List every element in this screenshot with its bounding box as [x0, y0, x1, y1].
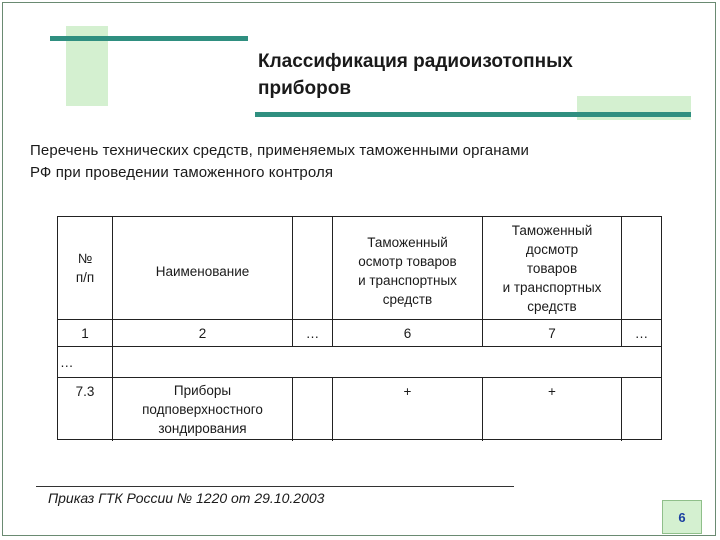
index-name: 2: [198, 325, 207, 341]
decor-teal-line-bottom: [255, 112, 691, 117]
header-name: [113, 217, 292, 319]
index-gap: …: [305, 325, 320, 341]
row-name: [113, 378, 292, 441]
header-col6-line: и транспортных: [358, 273, 457, 288]
header-col7: [483, 217, 621, 319]
header-col6: [333, 217, 482, 319]
header-col6-line: осмотр товаров: [358, 254, 457, 269]
row-col6: +: [403, 384, 412, 399]
header-num-line: №: [77, 251, 93, 266]
row-name-line: зондирования: [158, 421, 247, 436]
index-col6: 6: [403, 325, 412, 341]
intro-line1: Перечень технических средств, применяемых таможенными органами: [30, 142, 529, 159]
header-col7-line: товаров: [526, 260, 578, 276]
page-number: 6: [662, 500, 702, 534]
header-col7-line: и транспортных: [502, 279, 602, 295]
col-divider: [621, 377, 622, 441]
row-col7: +: [548, 384, 556, 399]
index-col7: 7: [548, 325, 556, 341]
intro-line2: РФ при проведении таможенного контроля: [30, 164, 334, 181]
ellipsis-row: …: [60, 354, 74, 370]
footnote: Приказ ГТК России № 1220 от 29.10.2003: [48, 490, 325, 506]
row-divider: [58, 346, 661, 347]
row-num: 7.3: [75, 384, 95, 399]
footnote-divider: [36, 486, 514, 487]
header-col7-line: Таможенный: [511, 222, 593, 238]
index-num: 1: [81, 325, 89, 341]
row-name-line: Приборы: [173, 383, 232, 398]
index-end: …: [634, 325, 649, 341]
header-name-label: Наименование: [155, 263, 250, 279]
header-col7-line: средств: [527, 298, 577, 314]
slide-title-line1: Классификация радиоизотопных: [258, 51, 573, 72]
slide-title: [258, 48, 678, 102]
header-col7-line: досмотр: [525, 241, 579, 257]
equipment-table: [57, 216, 662, 440]
header-col6-line: средств: [382, 292, 433, 307]
header-num-line: п/п: [75, 270, 95, 285]
decor-teal-line-top: [50, 36, 248, 41]
col-divider: [292, 377, 293, 441]
header-num: [58, 217, 112, 319]
slide-title-line2: приборов: [258, 78, 351, 99]
intro-text: [30, 140, 700, 184]
header-col6-line: Таможенный: [367, 235, 448, 250]
row-name-line: подповерхностного: [142, 402, 263, 417]
